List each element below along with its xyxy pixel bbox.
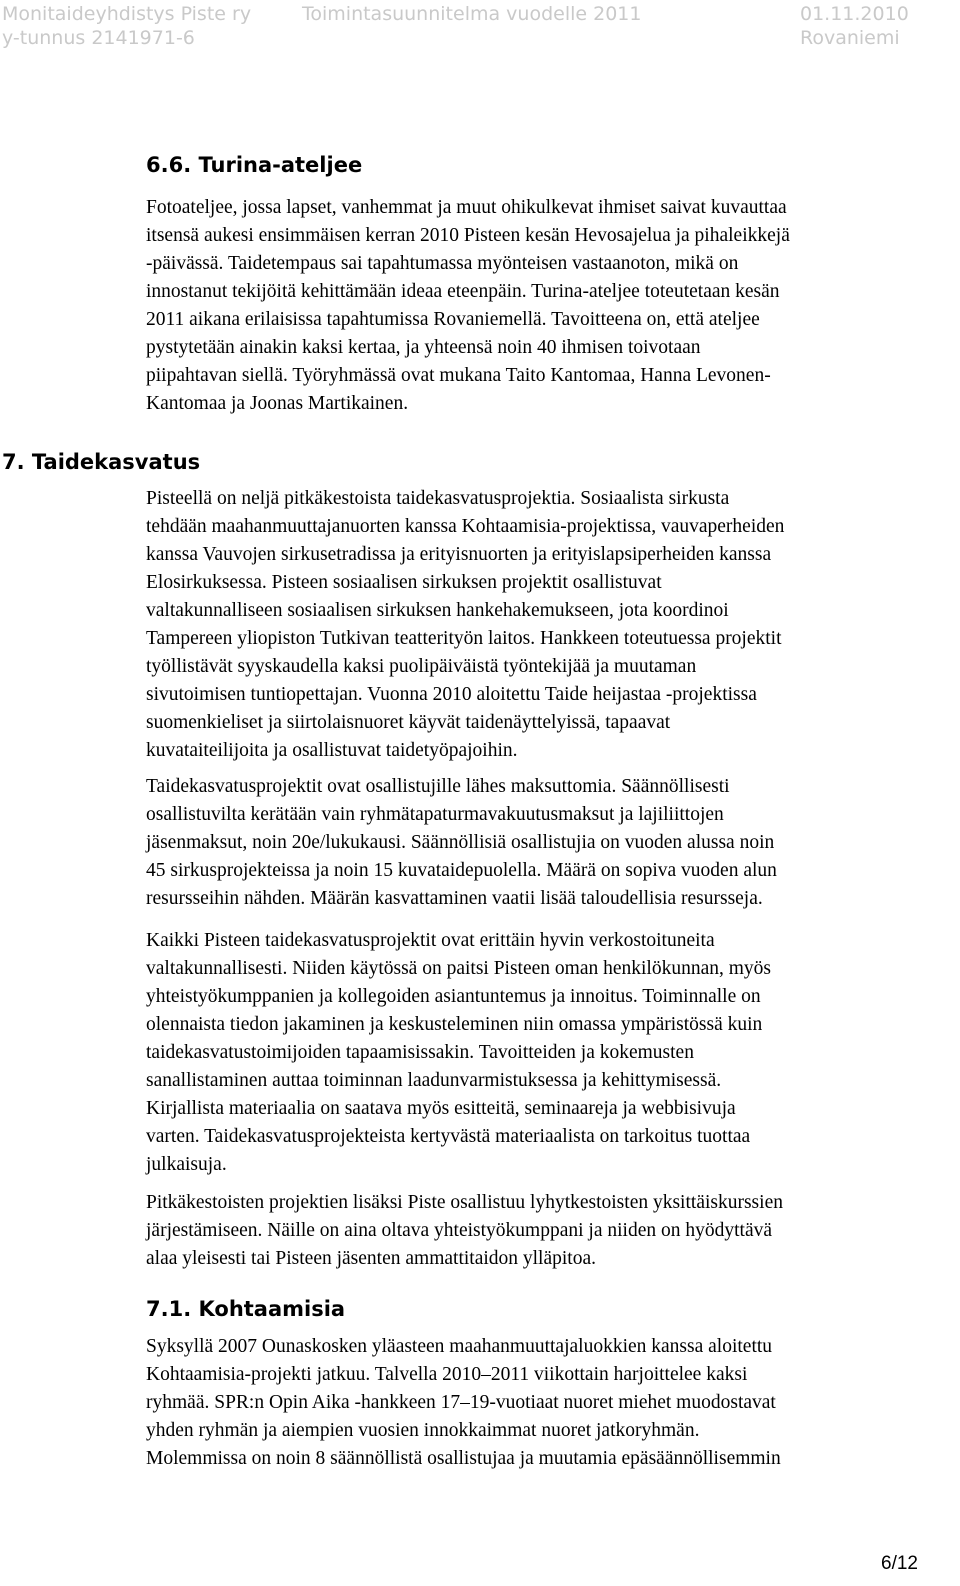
header-doc-title: Toimintasuunnitelma vuodelle 2011 — [302, 3, 642, 25]
page-number: 6/12 — [881, 1553, 918, 1574]
text-line: Kohtaamisia-projekti jatkuu. Talvella 2010–2011 viikottain harjoittelee kaksi — [146, 1364, 748, 1385]
text-line: Taidekasvatusprojektit ovat osallistujille lähes maksuttomia. Säännöllisesti — [146, 776, 730, 797]
section-heading-7: 7. Taidekasvatus — [2, 450, 201, 474]
text-line: olennaista tiedon jakaminen ja keskusteleminen niin omassa ympäristössä kuin — [146, 1014, 763, 1035]
text-line: innostanut tekijöitä kehittämään ideaa eteenpäin. Turina-ateljee toteutetaan kesän — [146, 281, 780, 302]
text-line: Tampereen yliopiston Tutkivan teatterityön laitos. Hankkeen toteutuessa projektit — [146, 628, 782, 649]
text-line: Syksyllä 2007 Ounaskosken yläasteen maahanmuuttajaluokkien kanssa aloitettu — [146, 1336, 773, 1357]
text-line: järjestämiseen. Näille on aina oltava yhteistyökumppani ja niiden on hyödyttävä — [146, 1220, 772, 1241]
text-line: ryhmää. SPR:n Opin Aika -hankkeen 17–19-vuotiaat nuoret miehet muodostavat — [146, 1392, 776, 1413]
text-line: -päivässä. Taidetempaus sai tapahtumassa myönteisen vastaanoton, mikä on — [146, 253, 739, 274]
text-line: Elosirkuksessa. Pisteen sosiaalisen sirkuksen projektit osallistuvat — [146, 572, 662, 593]
text-line: julkaisuja. — [146, 1154, 227, 1175]
text-line: alaa yleisesti tai Pisteen jäsenten ammattitaidon ylläpitoa. — [146, 1248, 596, 1269]
section-heading-6-6: 6.6. Turina-ateljee — [146, 153, 363, 177]
text-line: Kirjallista materiaalia on saatava myös esitteitä, seminaareja ja webbisivuja — [146, 1098, 736, 1119]
text-line: varten. Taidekasvatusprojekteista kertyvästä materiaalista on tarkoitus tuottaa — [146, 1126, 751, 1147]
text-line: piipahtavan siellä. Työryhmässä ovat mukana Taito Kantomaa, Hanna Levonen- — [146, 365, 771, 386]
text-line: Kaikki Pisteen taidekasvatusprojektit ovat erittäin hyvin verkostoituneita — [146, 930, 715, 951]
text-line: valtakunnallisesti. Niiden käytössä on paitsi Pisteen oman henkilökunnan, myös — [146, 958, 771, 979]
text-line: osallistuvilta kerätään vain ryhmätapaturmavakuutusmaksut ja lajiliittojen — [146, 804, 724, 825]
text-line: Molemmissa on noin 8 säännöllistä osallistujaa ja muutamia epäsäännöllisemmin — [146, 1448, 781, 1469]
text-line: pystytetään ainakin kaksi kertaa, ja yhteensä noin 40 ihmisen toivotaan — [146, 337, 701, 358]
text-line: Kantomaa ja Joonas Martikainen. — [146, 393, 409, 414]
text-line: yhteistyökumppanien ja kollegoiden asiantuntemus ja innoitus. Toiminnalle on — [146, 986, 761, 1007]
text-line: Pisteellä on neljä pitkäkestoista taidekasvatusprojektia. Sosiaalista sirkusta — [146, 488, 730, 509]
text-line: Pitkäkestoisten projektien lisäksi Piste osallistuu lyhytkestoisten yksittäiskurssien — [146, 1192, 783, 1213]
header-org-name: Monitaideyhdistys Piste ry — [2, 3, 252, 25]
text-line: kanssa Vauvojen sirkusetradissa ja erityisnuorten ja erityislapsiperheiden kanssa — [146, 544, 772, 565]
text-line: kuvataiteilijoita ja osallistuvat taidetyöpajoihin. — [146, 740, 518, 761]
header-business-id: y-tunnus 2141971-6 — [2, 27, 195, 49]
text-line: yhden ryhmän ja aiempien vuosien innokkaimmat nuoret jatkoryhmän. — [146, 1420, 700, 1441]
text-line: 2011 aikana erilaisissa tapahtumissa Rovaniemellä. Tavoitteena on, että ateljee — [146, 309, 760, 330]
text-line: tehdään maahanmuuttajanuorten kanssa Kohtaamisia-projektissa, vauvaperheiden — [146, 516, 785, 537]
text-line: resursseihin nähden. Määrän kasvattaminen vaatii lisää taloudellisia resursseja. — [146, 888, 763, 909]
text-line: suomenkieliset ja siirtolaisnuoret käyvät taidenäyttelyissä, tapaavat — [146, 712, 671, 733]
text-line: Fotoateljee, jossa lapset, vanhemmat ja muut ohikulkevat ihmiset saivat kuvauttaa — [146, 197, 787, 218]
text-line: taidekasvatustoimijoiden tapaamisissakin. Tavoitteiden ja kokemusten — [146, 1042, 694, 1063]
text-line: itsensä aukesi ensimmäisen kerran 2010 Pisteen kesän Hevosajelua ja pihaleikkejä — [146, 225, 790, 246]
header-date: 01.11.2010 — [800, 3, 909, 25]
text-line: valtakunnalliseen sosiaalisen sirkuksen hankehakemukseen, jota koordinoi — [146, 600, 729, 621]
text-line: sivutoimisen tuntiopettajan. Vuonna 2010 aloitettu Taide heijastaa -projektissa — [146, 684, 757, 705]
header-city: Rovaniemi — [800, 27, 900, 49]
section-heading-7-1: 7.1. Kohtaamisia — [146, 1297, 346, 1321]
text-line: työllistävät syyskaudella kaksi puolipäiväistä työntekijää ja muutaman — [146, 656, 697, 677]
text-line: 45 sirkusprojekteissa ja noin 15 kuvataidepuolella. Määrä on sopiva vuoden alun — [146, 860, 777, 881]
text-line: sanallistaminen auttaa toiminnan laadunvarmistuksessa ja kehittymisessä. — [146, 1070, 722, 1091]
text-line: jäsenmaksut, noin 20e/lukukausi. Säännöllisiä osallistujia on vuoden alussa noin — [146, 832, 775, 853]
